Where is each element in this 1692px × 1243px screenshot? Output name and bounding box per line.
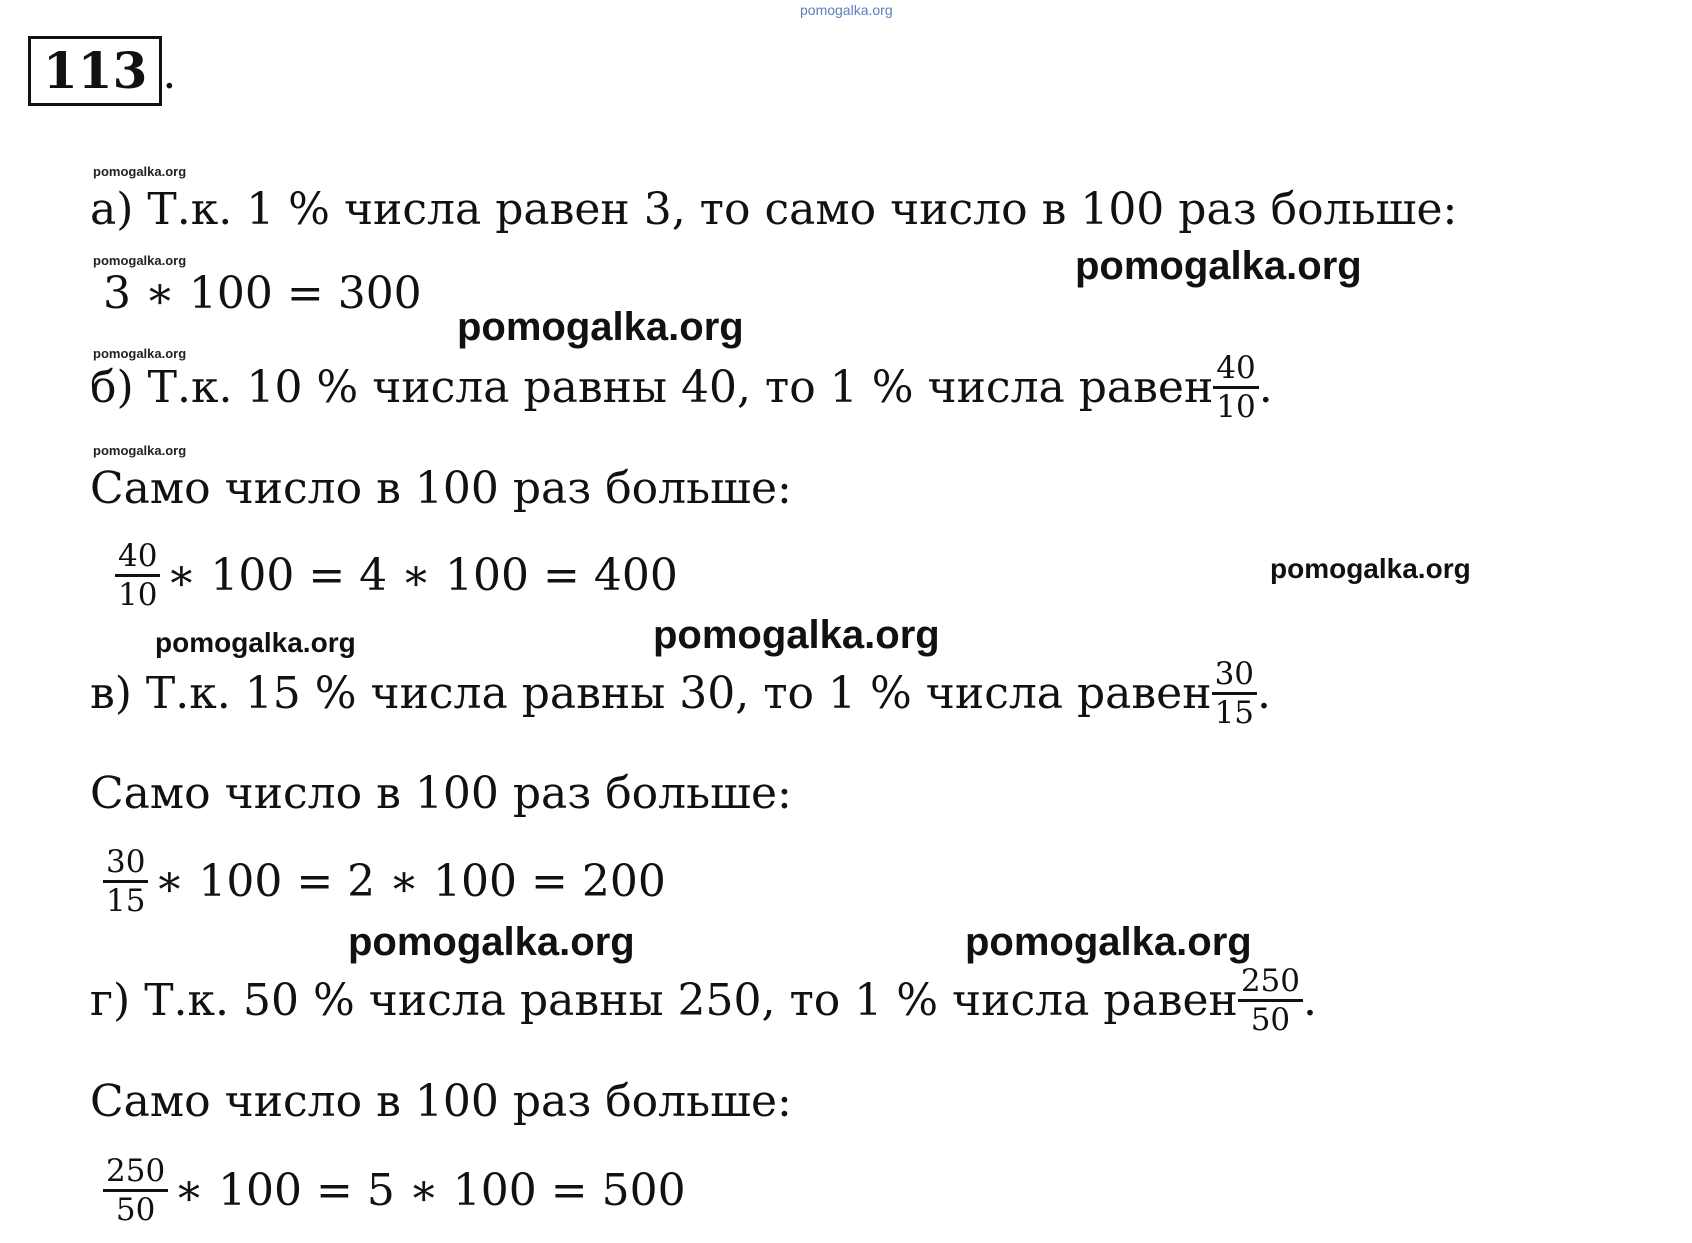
part-b-formula-fraction (115, 538, 160, 613)
part-c-text: в) Т.к. 15 % числа равны 30, то 1 % числа равен (90, 667, 1212, 719)
fraction-denominator: 15 (106, 883, 146, 919)
part-d-formula-fraction (103, 1153, 168, 1228)
part-c-formula-line (103, 844, 666, 919)
part-d-fraction (1238, 963, 1303, 1038)
part-b-sub: Само число в 100 раз больше: (90, 463, 792, 514)
part-d-text: г) Т.к. 50 % числа равны 250, то 1 % числа равен (90, 974, 1238, 1026)
watermark-medium: pomogalka.org (155, 627, 356, 658)
part-b-formula-line (115, 538, 678, 613)
part-b-text: б) Т.к. 10 % числа равны 40, то 1 % числа равен (90, 361, 1214, 413)
part-b-fraction (1213, 350, 1258, 425)
part-b-line (90, 350, 1273, 425)
fraction-numerator: 250 (1240, 963, 1300, 999)
watermark-small: pomogalka.org (93, 346, 187, 361)
part-d-sub: Само число в 100 раз больше: (90, 1076, 792, 1127)
watermark-large: pomogalka.org (457, 305, 744, 349)
fraction-denominator: 10 (118, 577, 158, 613)
fraction-numerator: 250 (106, 1153, 166, 1189)
fraction-numerator: 30 (1214, 656, 1255, 692)
part-a-formula: 3 ∗ 100 = 300 (103, 268, 422, 319)
task-number: 113 (28, 36, 162, 106)
fraction-numerator: 40 (118, 538, 158, 574)
watermark-large: pomogalka.org (348, 920, 635, 964)
part-b-end: . (1258, 361, 1273, 413)
fraction-denominator: 10 (1216, 389, 1256, 425)
watermark-small: pomogalka.org (93, 164, 187, 179)
fraction-denominator: 50 (1250, 1002, 1291, 1038)
fraction-numerator: 30 (106, 844, 146, 880)
fraction-denominator: 15 (1214, 695, 1255, 731)
task-number-dot: . (162, 48, 177, 99)
part-a-text: а) Т.к. 1 % числа равен 3, то само число в 100 раз больше: (90, 184, 1458, 235)
site-watermark-top: pomogalka.org (800, 2, 893, 18)
part-b-formula: ∗ 100 = 4 ∗ 100 = 400 (166, 549, 678, 601)
part-c-fraction (1212, 656, 1257, 731)
watermark-medium: pomogalka.org (1270, 553, 1471, 584)
part-c-formula: ∗ 100 = 2 ∗ 100 = 200 (154, 855, 666, 907)
part-c-end: . (1257, 667, 1272, 719)
part-c-sub: Само число в 100 раз больше: (90, 768, 792, 819)
fraction-denominator: 50 (115, 1192, 156, 1228)
watermark-large: pomogalka.org (653, 613, 940, 657)
part-d-formula-line (103, 1153, 686, 1228)
watermark-large: pomogalka.org (965, 920, 1252, 964)
watermark-small: pomogalka.org (93, 443, 187, 458)
task-number-box (28, 36, 176, 106)
part-d-line (90, 963, 1317, 1038)
watermark-large: pomogalka.org (1075, 244, 1362, 288)
watermark-small: pomogalka.org (93, 253, 187, 268)
part-d-formula: ∗ 100 = 5 ∗ 100 = 500 (174, 1164, 686, 1216)
part-c-line (90, 656, 1271, 731)
fraction-numerator: 40 (1216, 350, 1256, 386)
part-d-end: . (1303, 974, 1317, 1026)
part-c-formula-fraction (103, 844, 148, 919)
